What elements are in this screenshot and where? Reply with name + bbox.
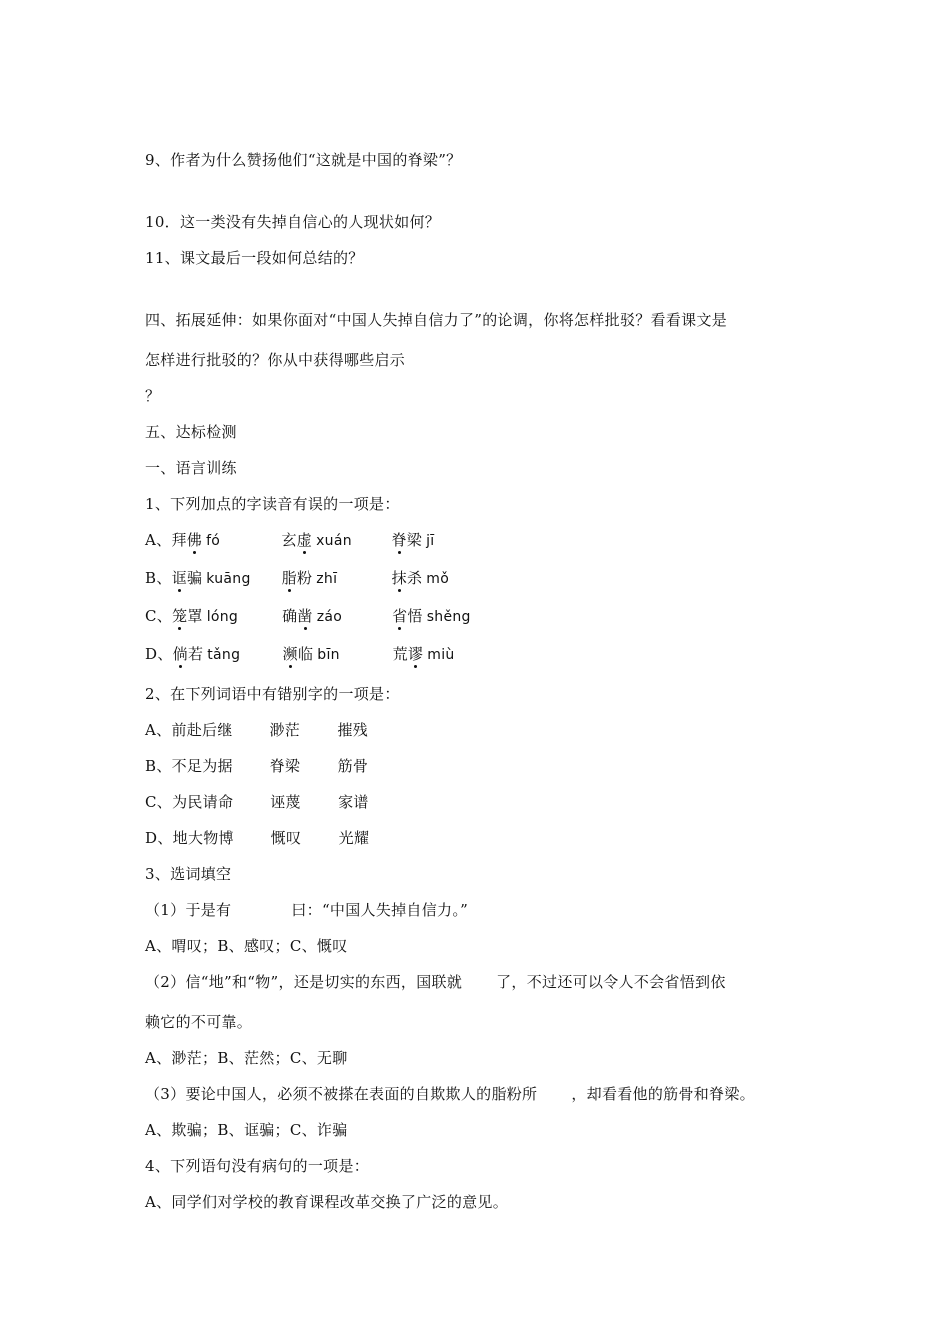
question-9: 9、作者为什么赞扬他们“这就是中国的脊梁”？	[145, 151, 462, 169]
section-title-check: 五、达标检测	[145, 423, 237, 441]
q4-stem: 4、下列语句没有病句的一项是：	[145, 1157, 370, 1175]
q2-stem: 2、在下列词语中有错别字的一项是：	[145, 685, 400, 703]
q1-option-c	[145, 606, 471, 627]
extension-line-3: ？	[145, 387, 161, 405]
word-item: 倘若 tǎng	[172, 645, 241, 663]
word-item: 脊梁 jī	[391, 531, 435, 549]
word-item: 玄虚 xuán	[281, 531, 352, 549]
word-item: 濒临 bīn	[282, 645, 340, 663]
q3-part-2-cont: 赖它的不可靠。	[145, 1013, 253, 1031]
extension-line-2: 怎样进行批驳的？你从中获得哪些启示	[145, 351, 406, 369]
q3-part-3-options: A、欺骗；B、诓骗；C、诈骗	[145, 1121, 348, 1139]
option-label: C、	[145, 607, 173, 625]
word-item: 抹杀 mǒ	[391, 569, 450, 587]
q1-option-a	[145, 530, 434, 551]
question-10: 10．这一类没有失掉自信心的人现状如何？	[145, 213, 441, 231]
extension-line-1: 四、拓展延伸：如果你面对“中国人失掉自信力了”的论调，你将怎样批驳？看看课文是	[145, 311, 728, 329]
q2-option-d: D、地大物博 慨叹 光耀	[145, 829, 370, 847]
word-item: 诓骗 kuāng	[171, 569, 251, 587]
word-item: 拜佛 fó	[171, 531, 221, 549]
subsection-language: 一、语言训练	[145, 459, 237, 477]
q2-option-a: A、前赴后继 渺茫 摧残	[145, 721, 369, 739]
q1-stem: 1、下列加点的字读音有误的一项是：	[145, 495, 400, 513]
q4-option-a: A、同学们对学校的教育课程改革交换了广泛的意见。	[145, 1193, 509, 1211]
option-label: B、	[145, 569, 172, 587]
q3-part-1: （1）于是有 曰：“中国人失掉自信力。”	[145, 901, 469, 919]
q2-option-c: C、为民请命 诬蔑 家谱	[145, 793, 369, 811]
q3-part-1-options: A、喟叹；B、感叹；C、慨叹	[145, 937, 348, 955]
q2-option-b: B、不足为据 脊梁 筋骨	[145, 757, 369, 775]
word-item: 笼罩 lóng	[172, 607, 239, 625]
word-item: 脂粉 zhī	[281, 569, 338, 587]
word-item: 确凿 záo	[282, 607, 343, 625]
question-11: 11、课文最后一段如何总结的？	[145, 249, 364, 267]
option-label: D、	[145, 645, 173, 663]
q1-option-b	[145, 568, 449, 589]
q3-part-3: （3）要论中国人，必须不被搽在表面的自欺欺人的脂粉所 ，却看看他的筋骨和脊梁。	[145, 1085, 755, 1103]
q1-option-d	[145, 644, 455, 665]
option-label: A、	[145, 531, 172, 549]
word-item: 省悟 shěng	[392, 607, 471, 625]
q3-part-2-options: A、渺茫；B、茫然；C、无聊	[145, 1049, 348, 1067]
word-item: 荒谬 miù	[392, 645, 455, 663]
q3-stem: 3、选词填空	[145, 865, 232, 883]
q3-part-2: （2）信“地”和“物”，还是切实的东西，国联就 了，不过还可以令人不会省悟到依	[145, 973, 726, 991]
